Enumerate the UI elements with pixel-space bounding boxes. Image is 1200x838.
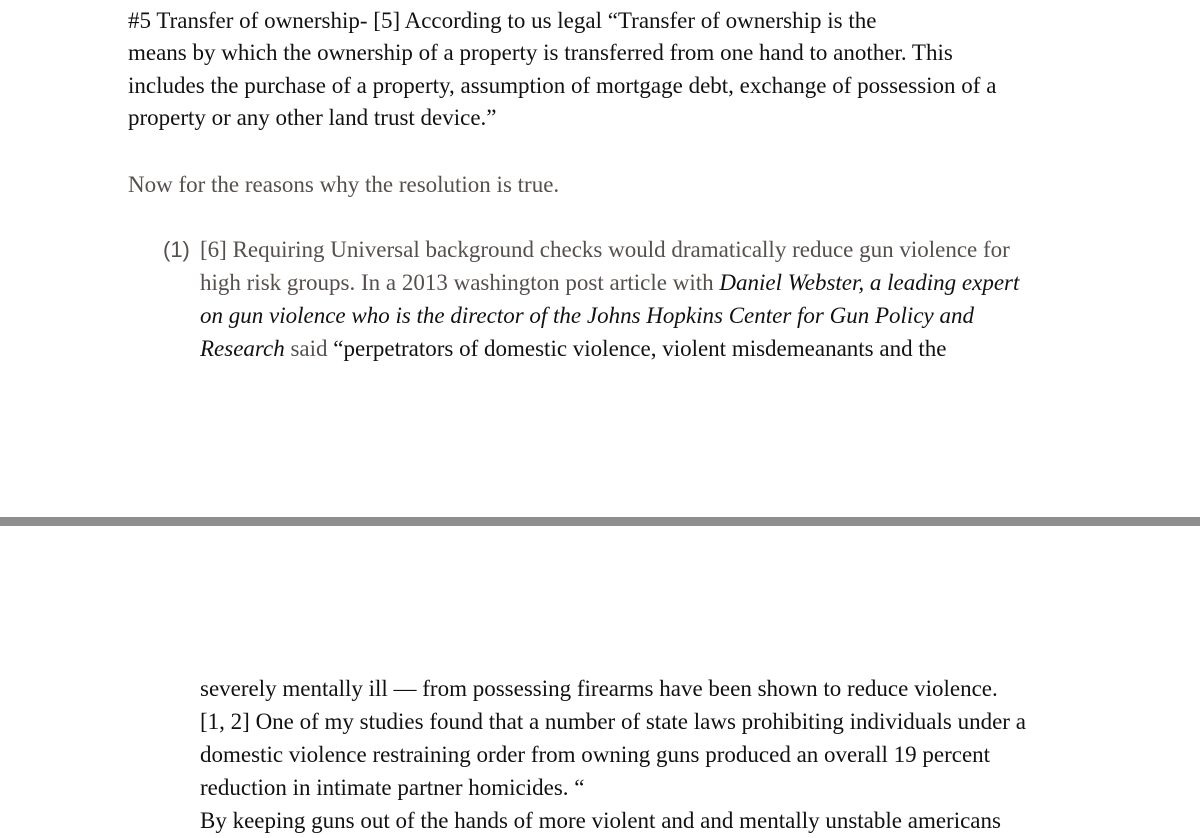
reasons-intro: Now for the reasons why the resolution is true. bbox=[128, 172, 560, 197]
definition-5-line-1: #5 Transfer of ownership- [5] According to us legal “Transfer of ownership is the bbox=[128, 8, 877, 33]
list-number-1: (1) bbox=[163, 237, 190, 262]
definition-5-line-4: property or any other land trust device.” bbox=[128, 105, 497, 130]
page-2-line-4: reduction in intimate partner homicides. “ bbox=[200, 775, 585, 800]
definition-5-line-3: includes the purchase of a property, assumption of mortgage debt, exchange of possession of a bbox=[128, 73, 997, 98]
page-2-line-5: By keeping guns out of the hands of more violent and and mentally unstable americans bbox=[200, 808, 1001, 833]
reason-1-line-4 bbox=[200, 332, 946, 365]
reason-1-line-2-text: high risk groups. In a 2013 washington post article with bbox=[200, 270, 720, 295]
reason-1-line-1: [6] Requiring Universal background checks would dramatically reduce gun violence for bbox=[200, 237, 1010, 262]
reason-1-line-4-italic: Research bbox=[200, 336, 285, 361]
page-break-divider bbox=[0, 517, 1200, 526]
page-2-line-1: severely mentally ill — from possessing firearms have been shown to reduce violence. bbox=[200, 676, 998, 701]
document-page-2 bbox=[0, 528, 1200, 838]
definition-5-line-2: means by which the ownership of a property is transferred from one hand to another. This bbox=[128, 40, 953, 65]
reason-1-line-2 bbox=[200, 266, 1019, 299]
page-2-line-2: [1, 2] One of my studies found that a number of state laws prohibiting individuals under a bbox=[200, 709, 1026, 734]
reason-1-line-4-said: said bbox=[284, 336, 334, 361]
reason-1-line-3: on gun violence who is the director of the Johns Hopkins Center for Gun Policy and bbox=[200, 303, 974, 328]
reason-1-line-4-quote: “perpetrators of domestic violence, violent misdemeanants and the bbox=[333, 336, 947, 361]
reason-1-line-2-italic: Daniel Webster, a leading expert bbox=[719, 270, 1020, 295]
page-2-line-3: domestic violence restraining order from owning guns produced an overall 19 percent bbox=[200, 742, 991, 767]
